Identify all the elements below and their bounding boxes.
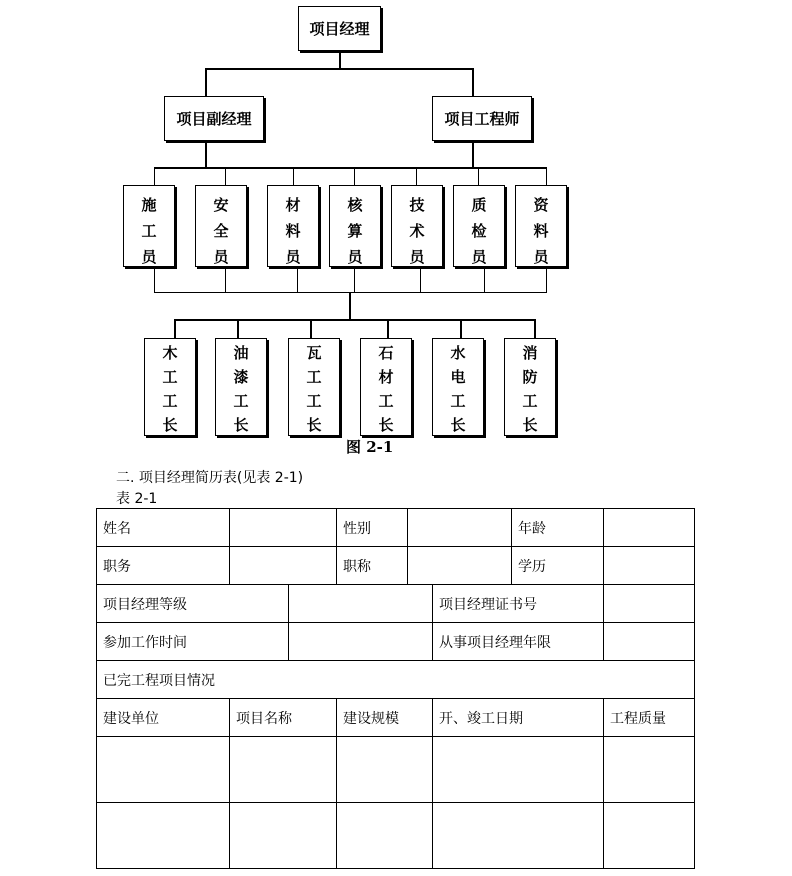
org-node-char: 员 — [213, 248, 229, 266]
connector — [237, 319, 239, 338]
connector — [420, 267, 421, 293]
connector — [546, 267, 547, 293]
org-node-masonry-foreman — [288, 338, 340, 436]
cell-value[interactable] — [289, 585, 433, 623]
org-node-project-manager — [298, 6, 381, 51]
org-node-plumbing-electrical-foreman — [432, 338, 484, 436]
connector — [205, 141, 207, 168]
connector — [293, 167, 294, 185]
table-row — [97, 803, 695, 869]
org-node-char: 员 — [533, 248, 549, 266]
connector — [354, 167, 355, 185]
connector — [205, 68, 474, 70]
org-node-char: 工 — [306, 368, 322, 386]
connector — [297, 267, 298, 293]
connector — [534, 319, 536, 338]
org-node-painting-foreman — [215, 338, 267, 436]
cell-value[interactable] — [97, 803, 230, 869]
cell-value[interactable] — [337, 803, 433, 869]
org-node-char: 材 — [285, 196, 301, 214]
cell-value[interactable] — [230, 547, 337, 585]
org-node-char: 漆 — [233, 368, 249, 386]
org-node-label: 项目工程师 — [444, 110, 520, 128]
cell-label: 从事项目经理年限 — [433, 623, 604, 661]
org-node-char: 员 — [285, 248, 301, 266]
org-node-char: 员 — [141, 248, 157, 266]
cell-value[interactable] — [604, 509, 695, 547]
connector — [205, 68, 207, 96]
cell-label: 项目经理等级 — [97, 585, 289, 623]
org-node-char: 料 — [533, 222, 549, 240]
column-header: 工程质量 — [604, 699, 695, 737]
org-node-char: 算 — [347, 222, 363, 240]
connector — [339, 51, 341, 69]
org-node-char: 员 — [409, 248, 425, 266]
connector — [310, 319, 312, 338]
cell-label: 姓名 — [97, 509, 230, 547]
cell-value[interactable] — [433, 737, 604, 803]
table-row — [97, 737, 695, 803]
org-node-char: 技 — [409, 196, 425, 214]
connector — [225, 267, 226, 293]
org-node-char: 长 — [522, 416, 538, 434]
cell-value[interactable] — [289, 623, 433, 661]
org-node-fire-protection-foreman — [504, 338, 556, 436]
cell-value[interactable] — [604, 803, 695, 869]
org-node-char: 石 — [378, 344, 394, 362]
org-node-char: 资 — [533, 196, 549, 214]
org-node-technical-staff — [391, 185, 443, 267]
org-node-char: 长 — [306, 416, 322, 434]
org-node-char: 施 — [141, 196, 157, 214]
org-node-char: 长 — [378, 416, 394, 434]
cell-label: 学历 — [512, 547, 604, 585]
connector — [225, 167, 226, 185]
org-node-project-engineer — [432, 96, 532, 141]
pm-resume-table — [96, 508, 695, 869]
connector — [354, 267, 355, 293]
connector — [154, 167, 155, 185]
org-node-label: 项目经理 — [309, 20, 370, 38]
table-row — [97, 585, 695, 623]
connector — [174, 319, 176, 338]
connector — [174, 319, 536, 321]
org-node-char: 检 — [471, 222, 487, 240]
org-node-char: 员 — [347, 248, 363, 266]
org-node-char: 工 — [233, 392, 249, 410]
org-node-char: 工 — [162, 368, 178, 386]
org-node-safety-staff — [195, 185, 247, 267]
org-node-char: 工 — [162, 392, 178, 410]
cell-value[interactable] — [604, 737, 695, 803]
cell-value[interactable] — [337, 737, 433, 803]
org-node-char: 工 — [378, 392, 394, 410]
connector — [484, 267, 485, 293]
connector — [387, 319, 389, 338]
org-node-char: 工 — [306, 392, 322, 410]
table-header-row — [97, 699, 695, 737]
cell-value[interactable] — [604, 623, 695, 661]
cell-value[interactable] — [408, 547, 512, 585]
org-node-char: 工 — [141, 222, 157, 240]
org-node-char: 油 — [233, 344, 249, 362]
table-row — [97, 661, 695, 699]
cell-value[interactable] — [408, 509, 512, 547]
org-node-char: 工 — [450, 392, 466, 410]
table-row — [97, 509, 695, 547]
org-node-char: 料 — [285, 222, 301, 240]
org-node-char: 员 — [471, 248, 487, 266]
connector — [478, 167, 479, 185]
connector — [472, 68, 474, 96]
cell-value[interactable] — [230, 509, 337, 547]
cell-value[interactable] — [604, 585, 695, 623]
org-node-quality-staff — [453, 185, 505, 267]
org-node-char: 全 — [213, 222, 229, 240]
connector — [416, 167, 417, 185]
section-heading: 二. 项目经理简历表(见表 2-1) — [116, 470, 304, 486]
org-node-char: 电 — [450, 368, 466, 386]
org-node-char: 消 — [522, 344, 538, 362]
org-node-stone-foreman — [360, 338, 412, 436]
cell-label: 参加工作时间 — [97, 623, 289, 661]
org-node-deputy-manager — [164, 96, 264, 141]
cell-value[interactable] — [230, 737, 337, 803]
table-row — [97, 623, 695, 661]
cell-value[interactable] — [230, 803, 337, 869]
column-header: 建设单位 — [97, 699, 230, 737]
connector — [154, 167, 547, 169]
connector — [460, 319, 462, 338]
cell-label: 年龄 — [512, 509, 604, 547]
org-node-char: 术 — [409, 222, 425, 240]
org-node-materials-staff — [267, 185, 319, 267]
cell-label: 职称 — [337, 547, 408, 585]
column-header: 建设规模 — [337, 699, 433, 737]
org-node-documents-staff — [515, 185, 567, 267]
org-node-char: 防 — [522, 368, 538, 386]
org-node-construction-staff — [123, 185, 175, 267]
table-label: 表 2-1 — [116, 491, 158, 507]
column-header: 项目名称 — [230, 699, 337, 737]
org-node-char: 长 — [233, 416, 249, 434]
org-node-char: 核 — [347, 196, 363, 214]
cell-section-label: 已完工程项目情况 — [97, 661, 695, 699]
cell-value[interactable] — [97, 737, 230, 803]
org-node-accounting-staff — [329, 185, 381, 267]
connector — [154, 267, 155, 293]
org-node-char: 长 — [450, 416, 466, 434]
cell-label: 职务 — [97, 547, 230, 585]
figure-caption: 图 2-1 — [346, 438, 394, 456]
cell-value[interactable] — [433, 803, 604, 869]
org-node-char: 材 — [378, 368, 394, 386]
cell-label: 项目经理证书号 — [433, 585, 604, 623]
connector — [349, 293, 351, 320]
org-node-char: 瓦 — [306, 344, 322, 362]
org-node-carpentry-foreman — [144, 338, 196, 436]
org-node-char: 长 — [162, 416, 178, 434]
connector — [546, 167, 547, 185]
table-row — [97, 547, 695, 585]
connector — [472, 141, 474, 168]
column-header: 开、竣工日期 — [433, 699, 604, 737]
org-node-char: 木 — [162, 344, 178, 362]
cell-label: 性别 — [337, 509, 408, 547]
org-node-char: 质 — [471, 196, 487, 214]
org-node-char: 安 — [213, 196, 229, 214]
org-node-label: 项目副经理 — [176, 110, 252, 128]
cell-value[interactable] — [604, 547, 695, 585]
org-node-char: 工 — [522, 392, 538, 410]
org-node-char: 水 — [450, 344, 466, 362]
